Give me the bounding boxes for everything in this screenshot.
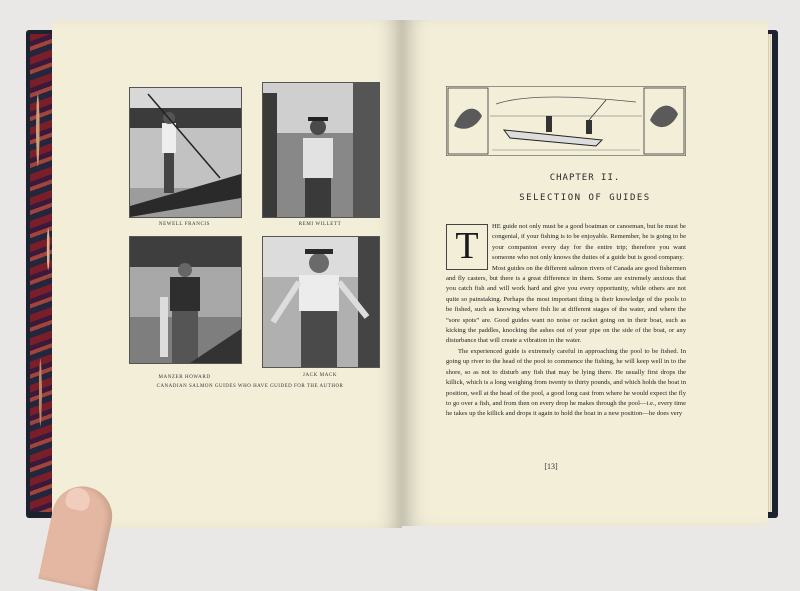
photo-newell-francis xyxy=(129,87,242,218)
photo-remi-willett xyxy=(262,82,380,218)
chapter-body xyxy=(446,222,686,420)
drop-cap-letter: T xyxy=(446,224,488,270)
caption-jack-mack: JACK MACK xyxy=(302,373,338,378)
photo-jack-mack xyxy=(262,236,380,368)
paragraph-1: T HE guide not only must be a good boatman or canoeman, but he must be congenial, if your fishing is to be enjoyable. Remember, he is going to be your companion every day for the entire trip; therefore you want someone who not only knows the duties of a guide but is good company. xyxy=(446,222,686,264)
caption-remi-willett: REMI WILLETT xyxy=(298,222,342,227)
caption-manzer-howard: MANZER HOWARD xyxy=(158,375,211,380)
caption-newell-francis: NEWELL FRANCIS xyxy=(158,222,211,227)
paragraph-2: Most guides on the different salmon rivers of Canada are good fishermen and fly casters, but there is a great difference in them. Some are extremely anxious that you catch fish and will work hard and give you every opportunity, while others are not quite so painstaking. Perhaps the most important thing is their knowledge of the pools to be fished, such as knowing where fish lie at different stages of the water, and where the “sore spots” are. Good guides want no noise or racket going on in their boat, such as kicking the paddles, knocking the ashes out of your pipe on the side of the boat, or any disturbance that will create a vibration in the water. xyxy=(446,264,686,345)
chapter-header-illustration xyxy=(446,86,686,156)
photo-manzer-howard xyxy=(129,236,242,364)
chapter-number: CHAPTER II. xyxy=(549,173,621,183)
figure-caption: CANADIAN SALMON GUIDES WHO HAVE GUIDED FOR THE AUTHOR xyxy=(156,384,344,389)
chapter-title: SELECTION OF GUIDES xyxy=(519,193,651,203)
page-number: [13] xyxy=(544,462,558,471)
paragraph-3: The experienced guide is extremely careful in approaching the pool to be fished. In going up river to the head of the pool to commence the fishing, he will keep well in to the shore, so as not to disturb any fish that may be lying there. He usually first drops the killick, which is a long weighing from twenty to thirty pounds, and which holds the boat in position, well at the head of the pool, a good long cast from where he would expect the fly to go over a fish, and from then on every drop he makes through the pool—i.e., every time he takes up the killick and drops it again to hold the boat in a new position—he does very xyxy=(446,347,686,418)
